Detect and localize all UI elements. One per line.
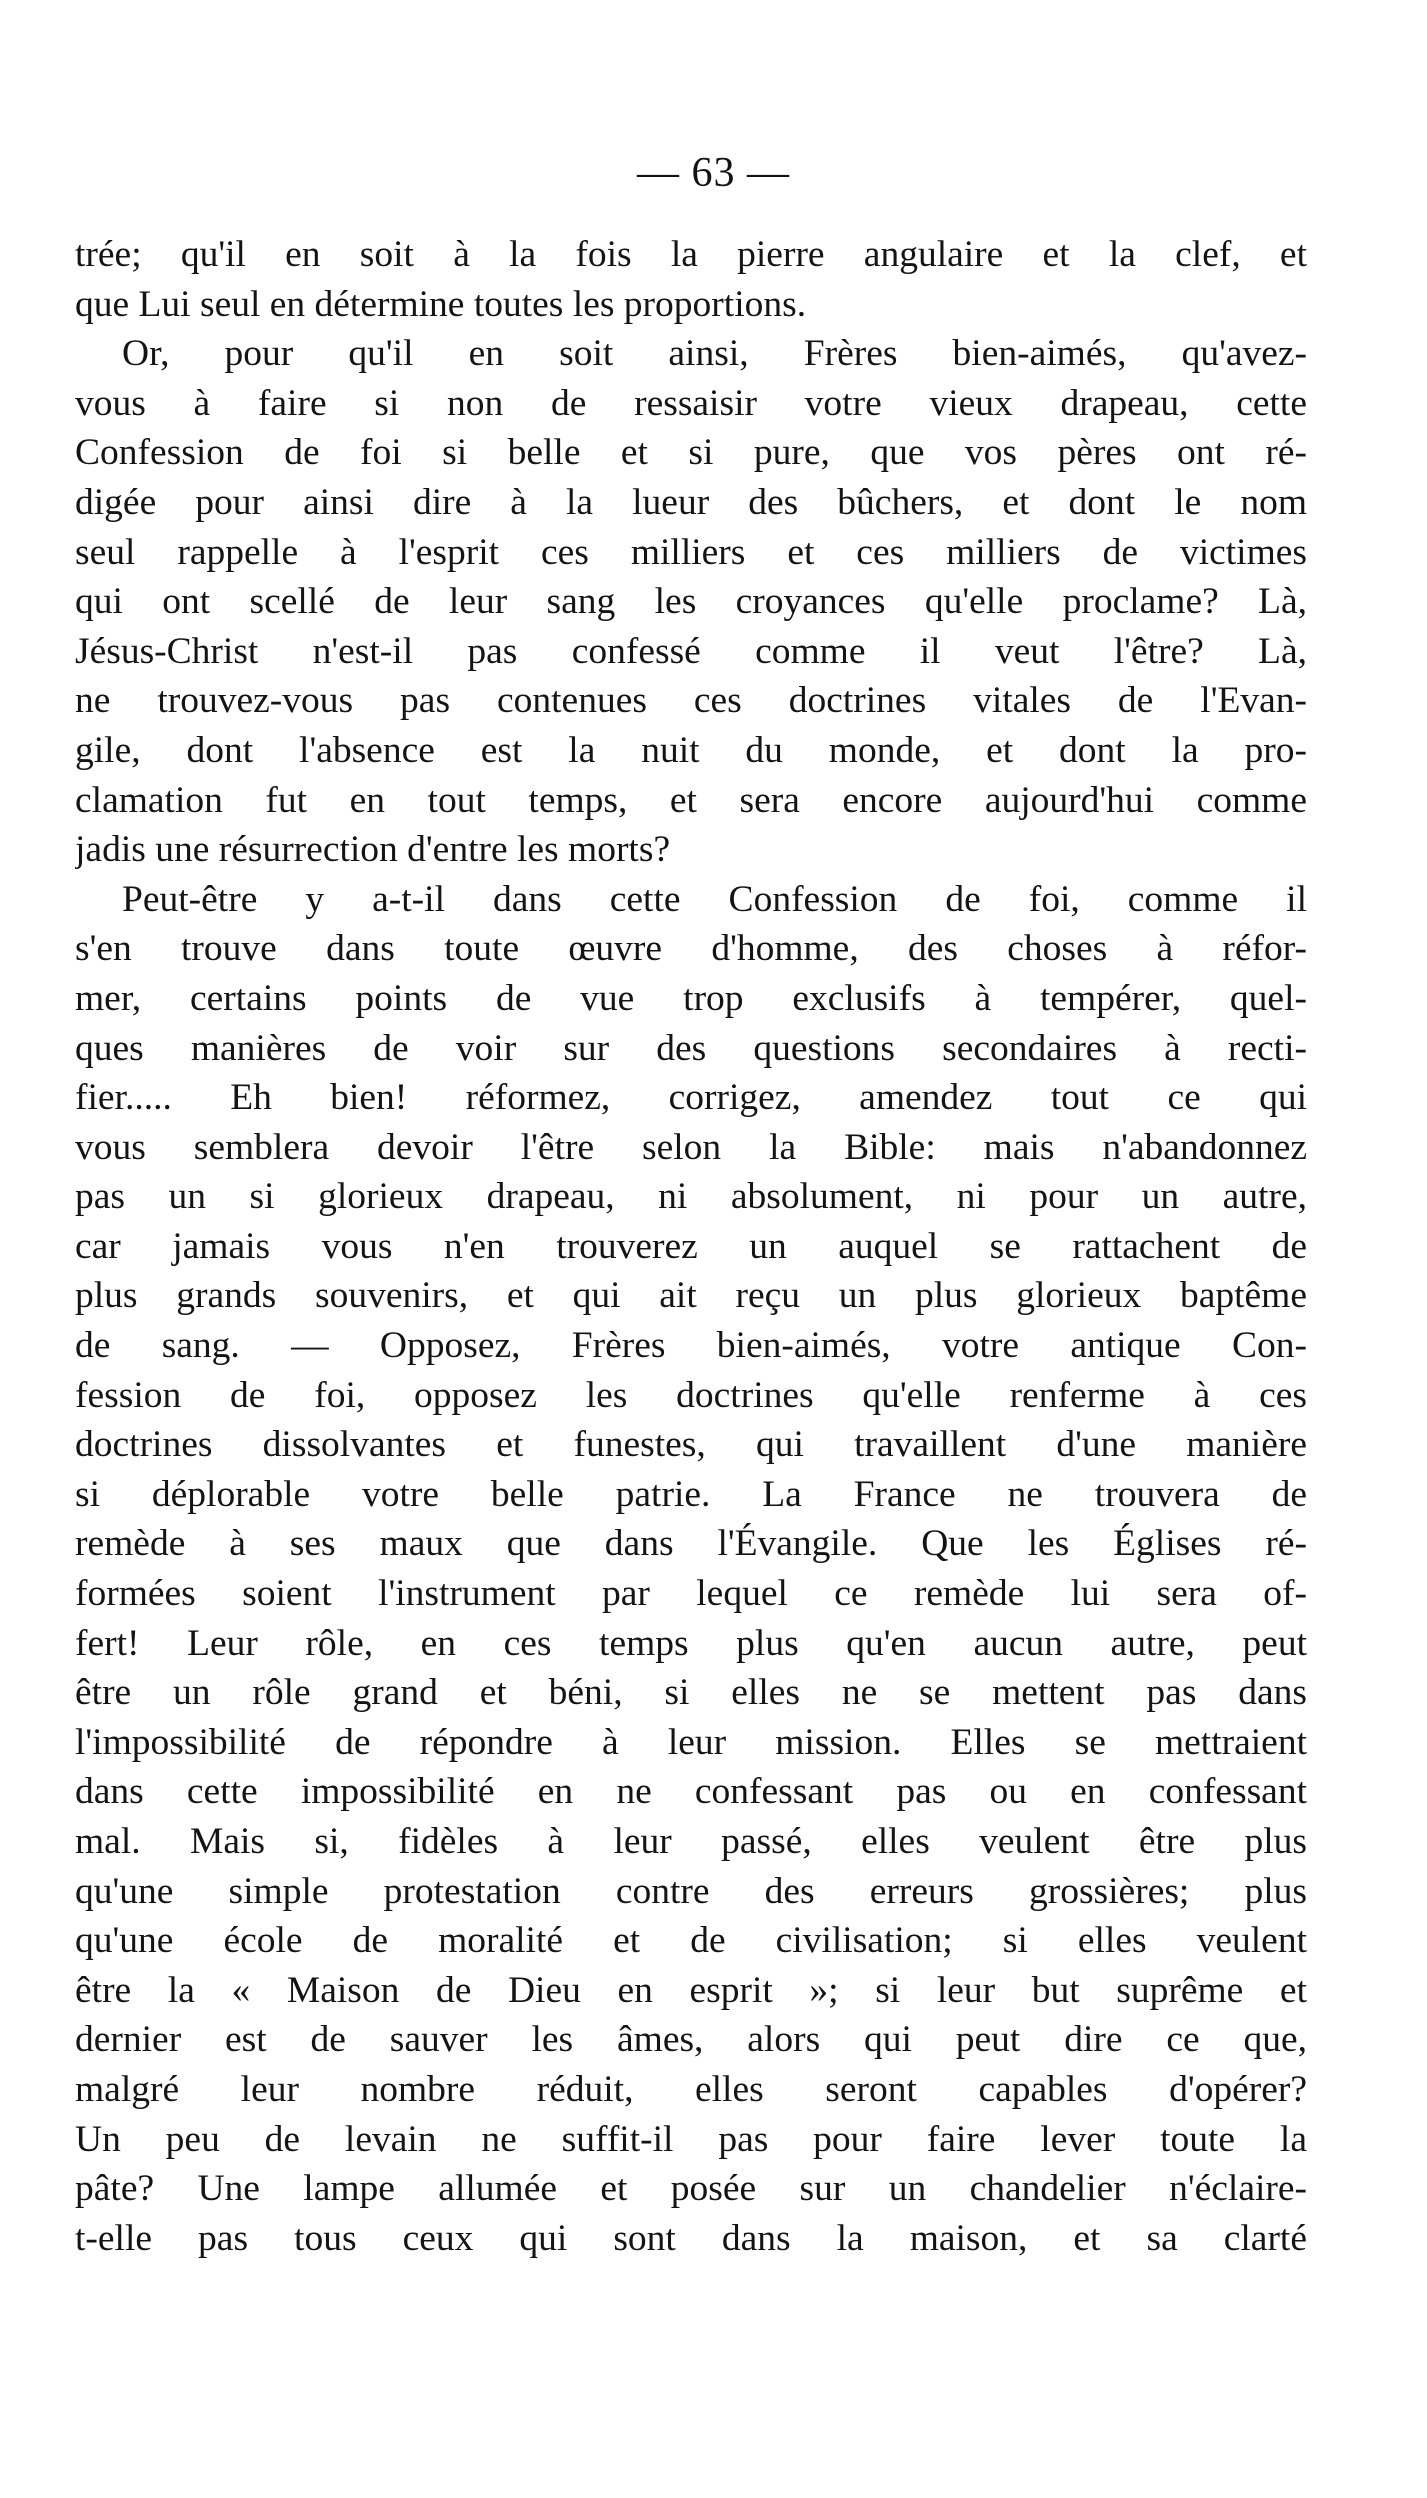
text-line: si déplorable votre belle patrie. La France ne trouvera de: [75, 1473, 1307, 1515]
text-line: fert! Leur rôle, en ces temps plus qu'en aucun autre, peut: [75, 1622, 1307, 1664]
text-line: être la « Maison de Dieu en esprit »; si leur but suprême et: [75, 1969, 1307, 2011]
text-line: s'en trouve dans toute œuvre d'homme, des choses à réfor-: [75, 928, 1307, 970]
text-line: jadis une résurrection d'entre les morts?: [75, 829, 671, 871]
text-line: dans cette impossibilité en ne confessant pas ou en confessant: [75, 1771, 1307, 1813]
text-line: digée pour ainsi dire à la lueur des bûchers, et dont le nom: [75, 481, 1307, 523]
body-text: [75, 230, 1307, 2263]
text-line: Un peu de levain ne suffit-il pas pour faire lever toute la: [75, 2118, 1307, 2160]
text-line: l'impossibilité de répondre à leur mission. Elles se mettraient: [75, 1721, 1307, 1763]
text-line: être un rôle grand et béni, si elles ne se mettent pas dans: [75, 1672, 1307, 1714]
text-line: doctrines dissolvantes et funestes, qui travaillent d'une manière: [75, 1424, 1307, 1466]
page-number: — 63 —: [637, 150, 790, 196]
paragraph: [75, 230, 1307, 329]
text-line: Or, pour qu'il en soit ainsi, Frères bien-aimés, qu'avez-: [122, 333, 1307, 375]
text-line: t-elle pas tous ceux qui sont dans la maison, et sa clarté: [75, 2217, 1307, 2259]
text-line: Confession de foi si belle et si pure, que vos pères ont ré-: [75, 432, 1307, 474]
text-line: clamation fut en tout temps, et sera encore aujourd'hui comme: [75, 779, 1307, 821]
text-line: malgré leur nombre réduit, elles seront capables d'opérer?: [75, 2068, 1307, 2110]
paragraph: [75, 875, 1307, 2264]
text-line: ques manières de voir sur des questions secondaires à recti-: [75, 1027, 1307, 1069]
text-line: que Lui seul en détermine toutes les proportions.: [75, 283, 807, 325]
text-line: plus grands souvenirs, et qui ait reçu un plus glorieux baptême: [75, 1275, 1307, 1317]
text-line: car jamais vous n'en trouverez un auquel se rattachent de: [75, 1225, 1307, 1267]
text-line: remède à ses maux que dans l'Évangile. Que les Églises ré-: [75, 1523, 1307, 1565]
text-line: vous à faire si non de ressaisir votre vieux drapeau, cette: [75, 382, 1307, 424]
text-line: dernier est de sauver les âmes, alors qui peut dire ce que,: [75, 2019, 1307, 2061]
text-line: pâte? Une lampe allumée et posée sur un chandelier n'éclaire-: [75, 2168, 1307, 2210]
text-line: Peut-être y a-t-il dans cette Confession de foi, comme il: [122, 878, 1307, 920]
text-line: pas un si glorieux drapeau, ni absolument, ni pour un autre,: [75, 1176, 1307, 1218]
text-line: fier..... Eh bien! réformez, corrigez, amendez tout ce qui: [75, 1077, 1307, 1119]
text-line: ne trouvez-vous pas contenues ces doctrines vitales de l'Evan-: [75, 680, 1307, 722]
text-line: fession de foi, opposez les doctrines qu'elle renferme à ces: [75, 1374, 1307, 1416]
text-line: qu'une simple protestation contre des erreurs grossières; plus: [75, 1870, 1307, 1912]
text-line: trée; qu'il en soit à la fois la pierre angulaire et la clef, et: [75, 234, 1307, 275]
text-line: formées soient l'instrument par lequel ce remède lui sera of-: [75, 1573, 1307, 1615]
paragraph: [75, 329, 1307, 875]
text-line: Jésus-Christ n'est-il pas confessé comme il veut l'être? Là,: [75, 630, 1307, 672]
text-line: vous semblera devoir l'être selon la Bible: mais n'abandonnez: [75, 1126, 1307, 1168]
text-line: mer, certains points de vue trop exclusifs à tempérer, quel-: [75, 977, 1307, 1019]
text-line: de sang. — Opposez, Frères bien-aimés, votre antique Con-: [75, 1325, 1307, 1367]
text-line: seul rappelle à l'esprit ces milliers et ces milliers de victimes: [75, 531, 1307, 573]
text-line: mal. Mais si, fidèles à leur passé, elles veulent être plus: [75, 1821, 1307, 1862]
text-line: qu'une école de moralité et de civilisation; si elles veulent: [75, 1920, 1307, 1962]
text-line: gile, dont l'absence est la nuit du monde, et dont la pro-: [75, 729, 1307, 771]
text-line: qui ont scellé de leur sang les croyances qu'elle proclame? Là,: [75, 581, 1307, 623]
